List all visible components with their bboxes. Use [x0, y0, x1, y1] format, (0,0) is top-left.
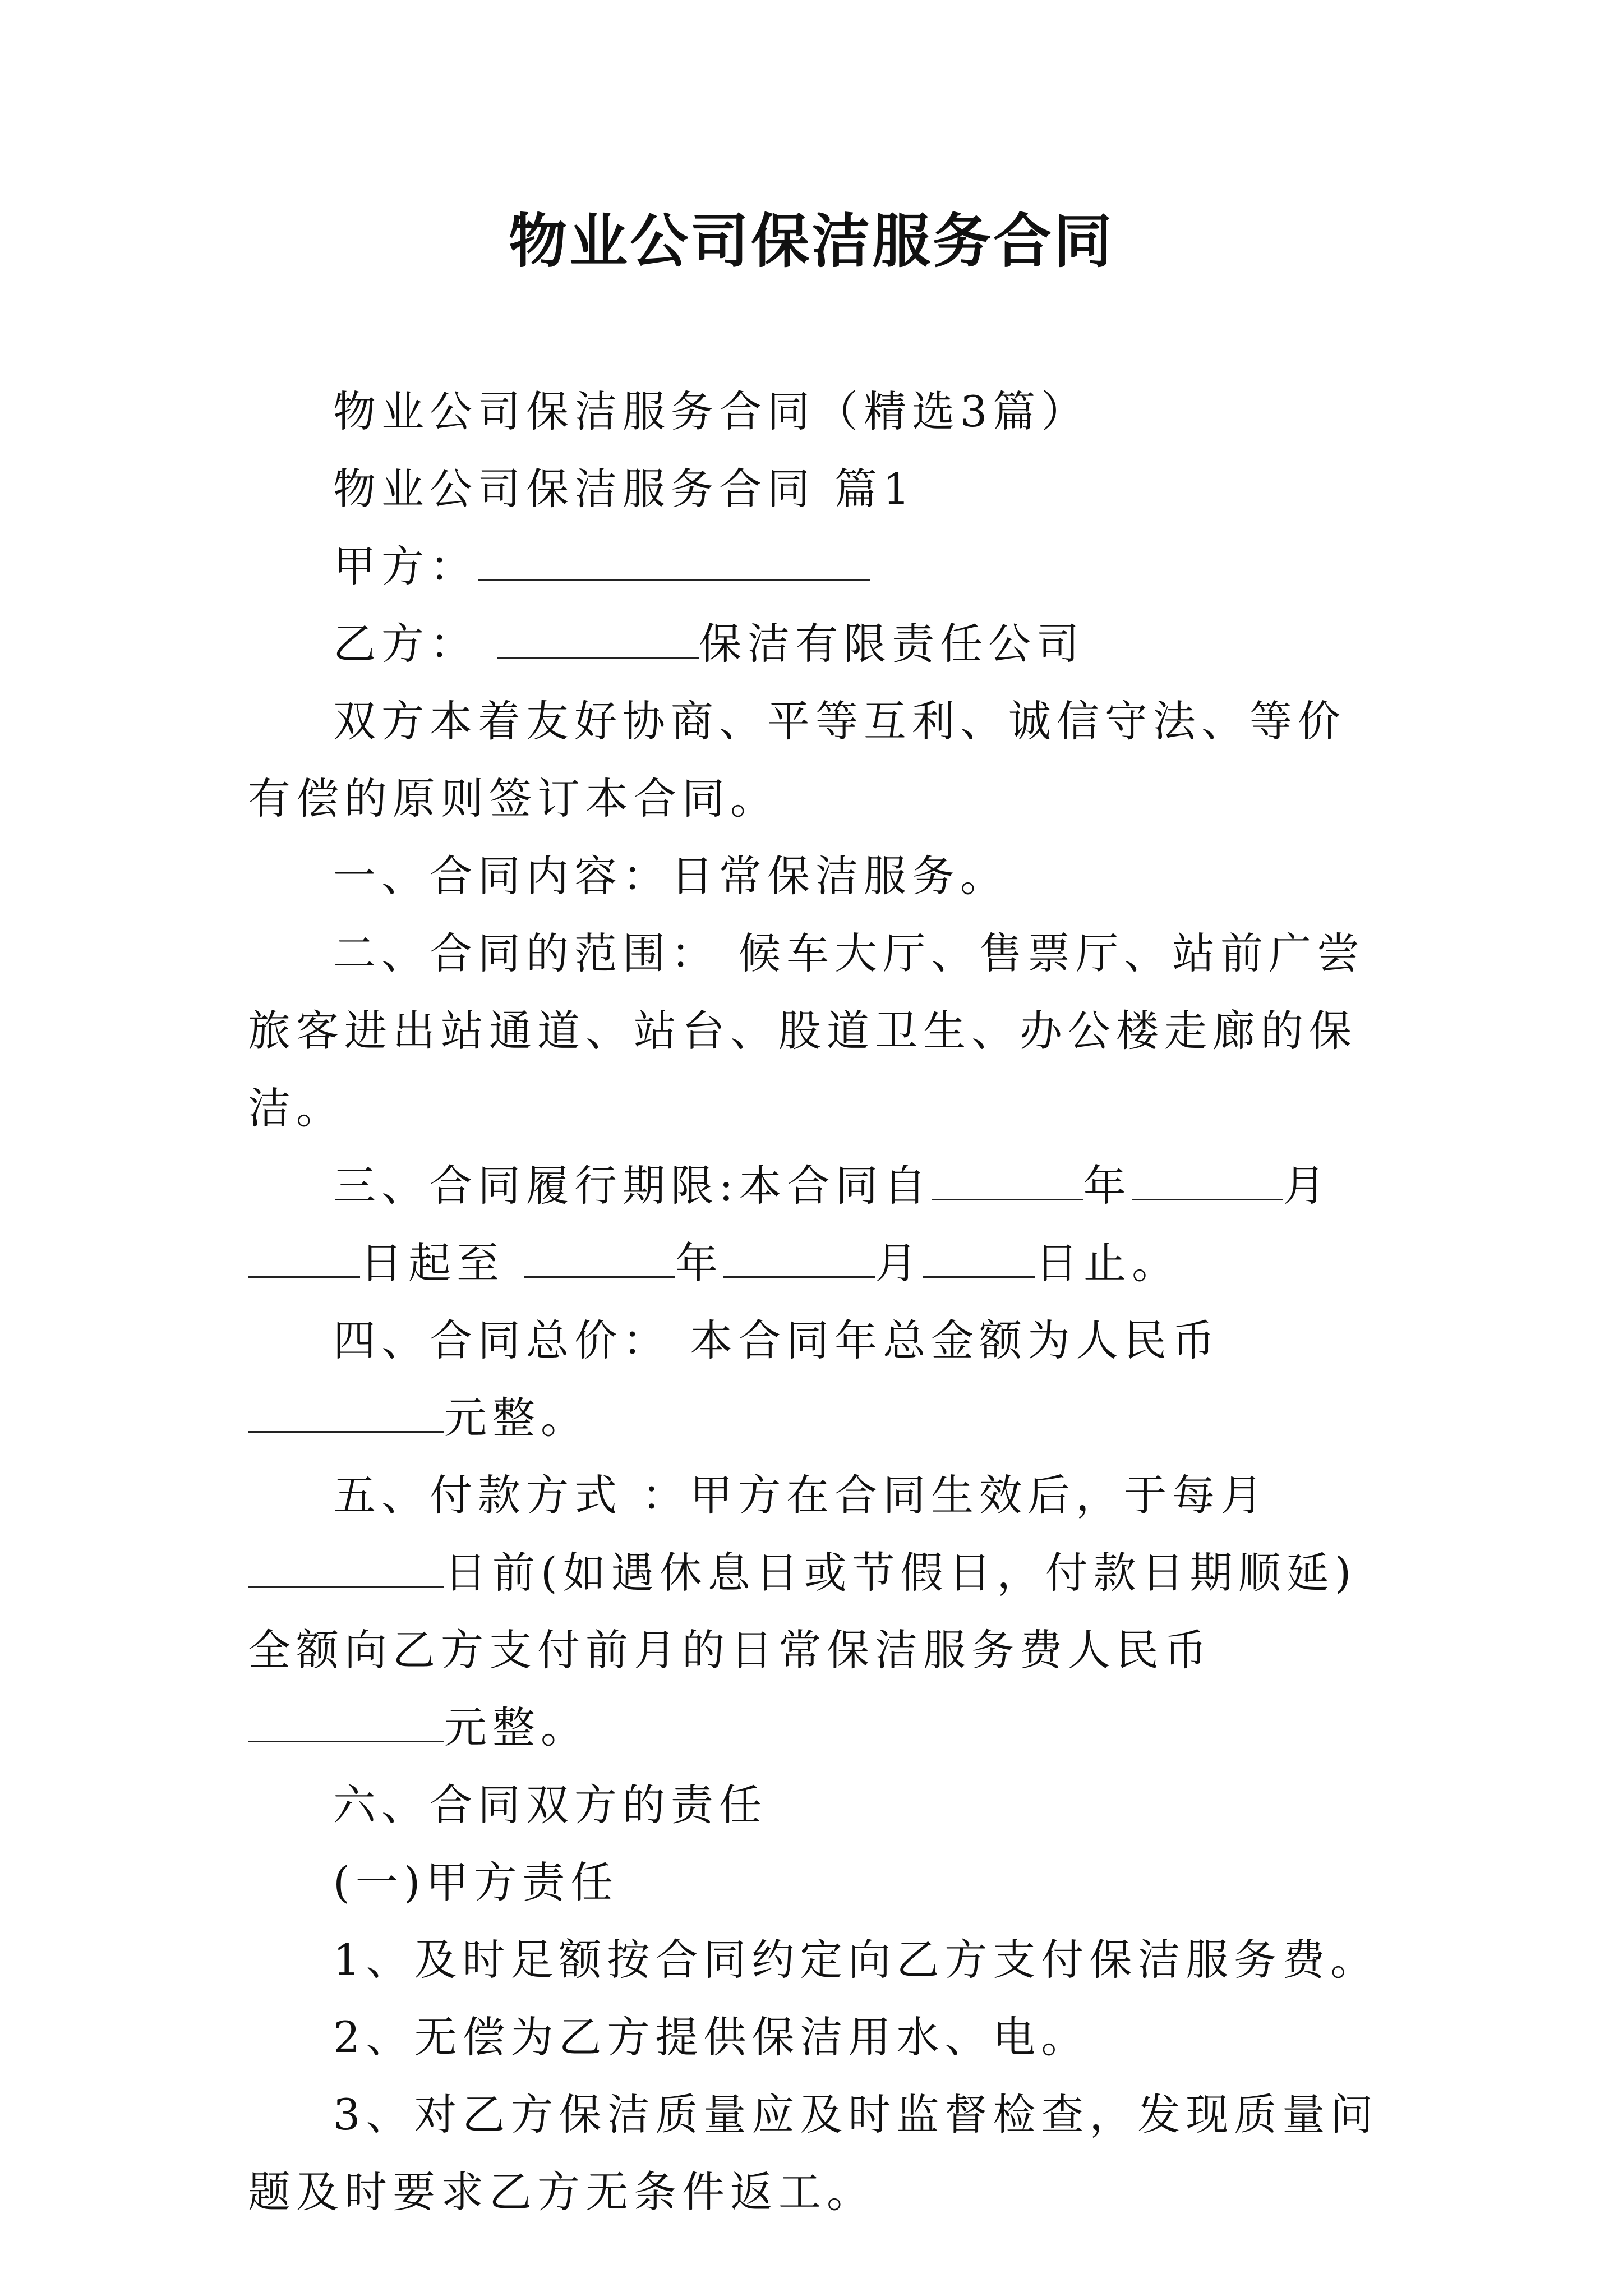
start-month-blank — [1132, 1158, 1283, 1200]
end-year-blank — [524, 1236, 675, 1278]
clause-6: 六、合同双方的责任 — [333, 1780, 767, 1830]
duty-item: 2、无偿为乙方提供保洁用水、电。 — [333, 2012, 1090, 2062]
clause-3-prefix: 三、合同履行期限:本合同自 — [333, 1161, 932, 1211]
year-label-2: 年 — [675, 1238, 724, 1288]
clause-4-prefix: 四、合同总价： 本合同年总金额为人民币 — [333, 1315, 1221, 1365]
party-a-line — [248, 528, 1392, 605]
month-label-2: 月 — [875, 1238, 924, 1288]
intro-paragraph: 双方本着友好协商、平等互利、诚信守法、等价有偿的原则签订本合同。 — [248, 696, 1346, 823]
duty-item: 1、及时足额按合同约定向乙方支付保洁服务费。 — [333, 1935, 1379, 1985]
party-a-blank — [478, 539, 870, 581]
section-heading: 物业公司保洁服务合同 篇1 — [333, 464, 916, 514]
party-b-label: 乙方： — [333, 619, 478, 669]
end-label: 日止。 — [1035, 1238, 1181, 1288]
year-label: 年 — [1083, 1161, 1132, 1211]
monthly-fee-blank — [248, 1700, 444, 1742]
clause-3 — [248, 1147, 1392, 1302]
clause-5 — [248, 1457, 1392, 1766]
clause-5-prefix: 五、付款方式 ：甲方在合同生效后，于每月 — [333, 1470, 1269, 1520]
clause-5-suffix: 元整。 — [444, 1703, 589, 1752]
end-month-blank — [723, 1236, 875, 1278]
clause-2: 二、合同的范围： 候车大厅、售票厅、站前广尝旅客进出站通道、站台、股道卫生、办公楼走廊的保洁。 — [248, 928, 1366, 1133]
party-b-company: 保洁有限责任公司 — [699, 619, 1085, 669]
duty-item: 3、对乙方保洁质量应及时监督检查，发现质量问题及时要求乙方无条件返工。 — [248, 2090, 1379, 2217]
start-year-blank — [932, 1158, 1083, 1200]
document-title: 物业公司保洁服务合同 — [508, 206, 1114, 275]
subtitle: 物业公司保洁服务合同（精选3篇） — [333, 386, 1090, 436]
from-day-label: 日起至 — [360, 1238, 505, 1288]
clause-1: 一、合同内容：日常保洁服务。 — [333, 851, 1008, 901]
clause-5-middle: 日前(如遇休息日或节假日，付款日期顺延)全额向乙方支付前月的日常保洁服务费人民币 — [248, 1548, 1357, 1675]
start-day-blank — [248, 1236, 360, 1278]
end-day-blank — [923, 1236, 1035, 1278]
clause-4 — [248, 1302, 1392, 1457]
document-body — [248, 373, 1392, 2231]
payment-day-blank — [248, 1545, 444, 1588]
party-b-blank — [497, 616, 699, 659]
month-label: 月 — [1283, 1161, 1331, 1211]
party-a-duty-heading: (一)甲方责任 — [333, 1857, 619, 1907]
clause-4-suffix: 元整。 — [444, 1393, 589, 1443]
party-a-label: 甲方： — [333, 541, 478, 591]
total-amount-blank — [248, 1391, 444, 1433]
party-b-line — [248, 605, 1392, 683]
